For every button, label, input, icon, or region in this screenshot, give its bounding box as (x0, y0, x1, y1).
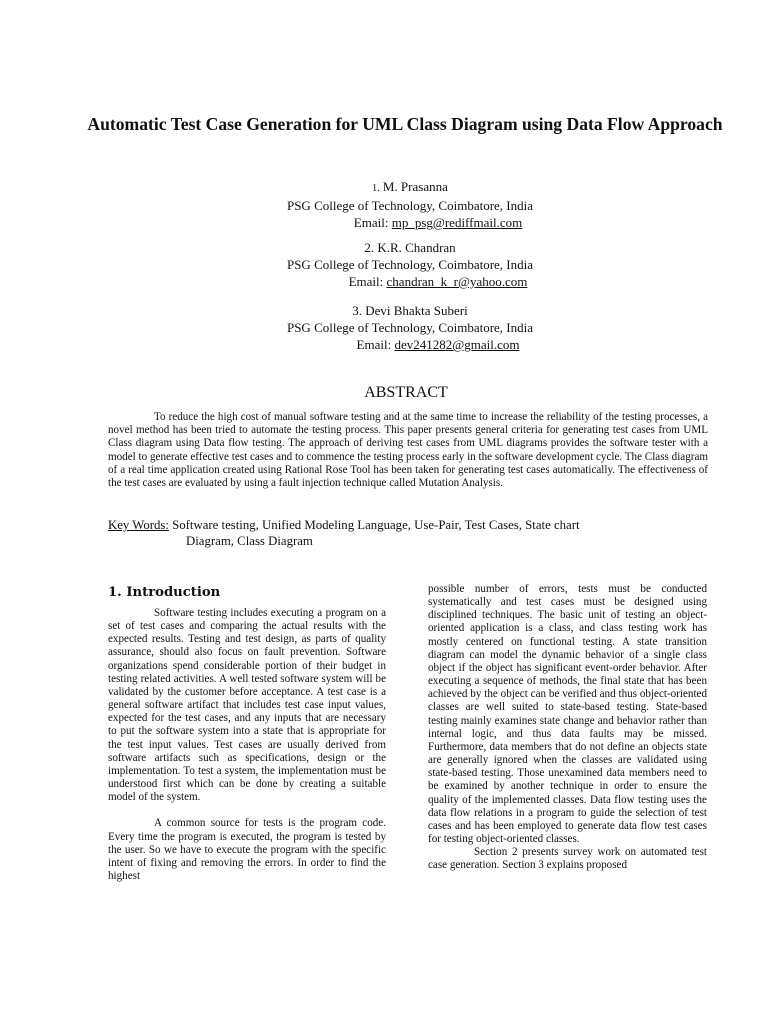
author-block-1 (120, 178, 700, 231)
author-email-line (120, 214, 700, 231)
author-email-line (120, 273, 700, 290)
email-label: Email: (356, 337, 392, 352)
section-heading-introduction: 1. Introduction (108, 585, 221, 600)
author-name-line (120, 302, 700, 319)
author-number: 2. (364, 240, 375, 255)
author-email-link[interactable]: chandran_k_r@yahoo.com (386, 274, 528, 289)
author-name: M. Prasanna (382, 179, 448, 194)
abstract-text: To reduce the high cost of manual software testing and at the same time to increase the reliability of the testing processes, a novel method has been tried to automate the testing process. This paper presents general criteria for generating test cases from UML Class diagram using Data flow testing. The approach of deriving test cases from UML diagrams provides the software tester with a model to generate effective test cases and to commence the testing process early in the software development cycle. The Class diagram of a real time application created using Rational Rose Tool has been taken for generating test cases automatically. The effectiveness of the test cases are evaluated by using a fault injection technique called Mutation Analysis. (108, 411, 708, 490)
body-paragraph: Software testing includes executing a program on a set of test cases and comparing the actual results with the expected results. Testing and test design, as parts of quality assurance, should also focus on fault prevention. Software organizations spend considerable portion of their budget in testing related activities. A well tested software system will be validated by the customer before acceptance. A test case is a general software artifact that includes test case input values, expected for the test cases, and any inputs that are necessary to put the software system into a state that is appropriate for the test input values. Test cases are usually derived from software artifacts such as specifications, design or the implementation. To test a system, the implementation must be understood first which can be done by creating a suitable model of the system. (108, 607, 386, 804)
keywords-line-1: Software testing, Unified Modeling Language, Use-Pair, Test Cases, State chart (172, 518, 580, 532)
author-block-2 (120, 239, 700, 290)
author-name-line (120, 178, 700, 197)
author-email-line (120, 336, 700, 353)
author-name-line (120, 239, 700, 256)
email-label: Email: (348, 274, 384, 289)
keywords (108, 517, 708, 549)
email-label: Email: (353, 215, 389, 230)
author-affiliation: PSG College of Technology, Coimbatore, India (286, 198, 534, 213)
author-block-3 (120, 302, 700, 353)
right-column (428, 583, 707, 872)
paper-title: Automatic Test Case Generation for UML Class Diagram using Data Flow Approach (87, 114, 723, 134)
body-paragraph: A common source for tests is the program code. Every time the program is executed, the program is tested by the user. So we have to execute the program with the specific intent of fixing and removing the errors. In order to find the highest (108, 817, 386, 882)
left-column (108, 584, 386, 883)
abstract-heading: ABSTRACT (364, 384, 448, 401)
author-name: K.R. Chandran (377, 240, 456, 255)
author-name: Devi Bhakta Suberi (365, 303, 468, 318)
author-affiliation: PSG College of Technology, Coimbatore, India (286, 257, 534, 272)
author-affiliation: PSG College of Technology, Coimbatore, India (286, 320, 534, 335)
author-number: 3. (352, 303, 362, 318)
keywords-line-2: Diagram, Class Diagram (186, 534, 313, 548)
body-paragraph: Section 2 presents survey work on automated test case generation. Section 3 explains proposed (428, 846, 707, 872)
author-number: 1. (372, 183, 380, 194)
keywords-label: Key Words: (108, 518, 169, 532)
author-email-link[interactable]: mp_psg@rediffmail.com (391, 215, 523, 230)
body-paragraph: possible number of errors, tests must be conducted systematically and test cases must be designed using disciplined techniques. The basic unit of testing an object-oriented application is a class, and class testing work has mostly centered on functional testing. A state transition diagram can model the dynamic behavior of a single class object if the object has significant event-order behavior. After executing a sequence of methods, the final state that has been achieved by the object can be verified and thus object-oriented classes are well suited to state-based testing. State-based testing mainly examines state change and behavior rather than internal logic, and thus data faults may be missed. Furthermore, data members that do not define an objects state are generally ignored when the classes are validated using state-based testing. Those unexamined data members need to be examined by another technique in order to ensure the quality of the implemented classes. Data flow testing uses the data flow relations in a program to guide the selection of test cases and has been employed to generate data flow test cases for testing object-oriented classes. (428, 583, 707, 845)
author-email-link[interactable]: dev241282@gmail.com (394, 337, 520, 352)
